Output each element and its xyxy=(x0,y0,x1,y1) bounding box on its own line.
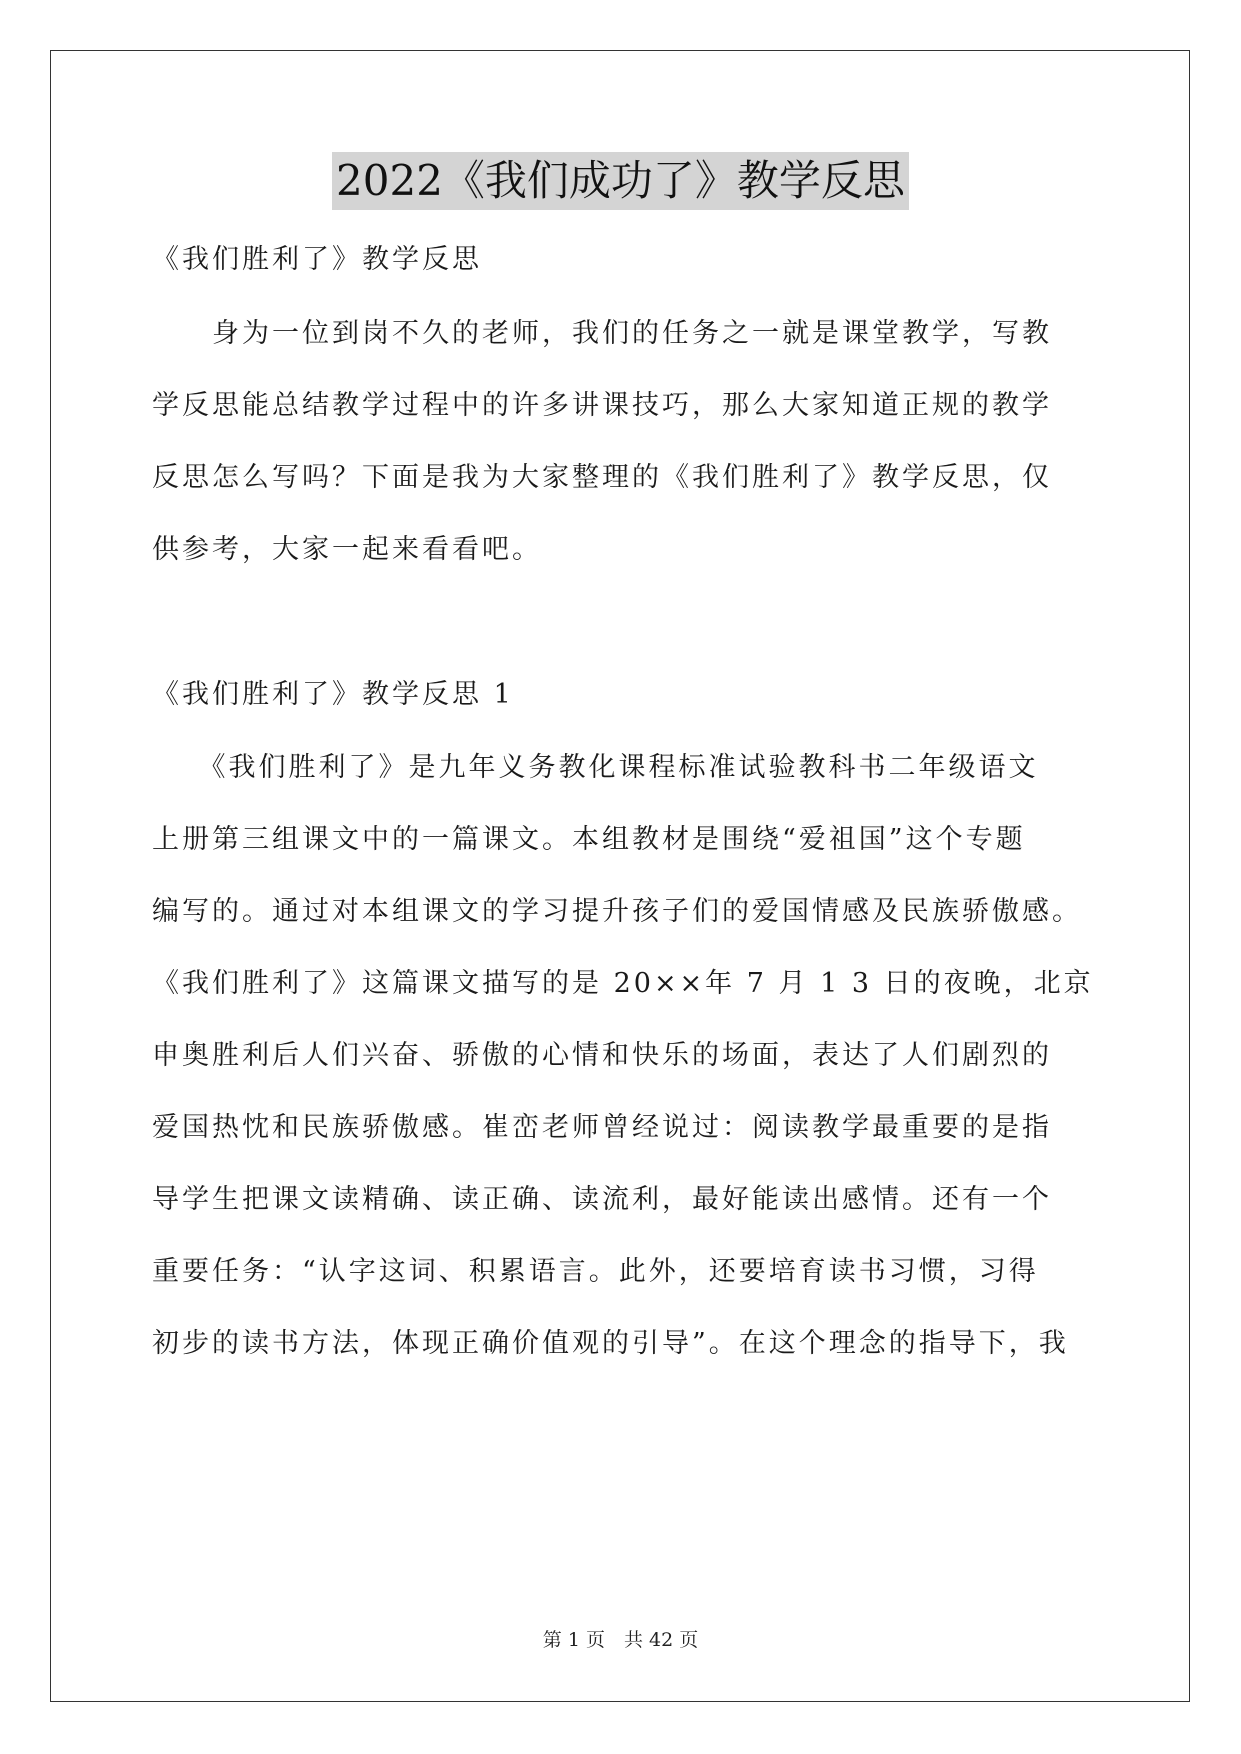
section-heading: 《我们胜利了》教学反思 1 xyxy=(152,679,514,710)
paragraph-line: 申奥胜利后人们兴奋、骄傲的心情和快乐的场面，表达了人们剧烈的 xyxy=(152,1040,1052,1071)
section-heading: 《我们胜利了》教学反思 xyxy=(152,244,482,275)
paragraph-line: 编写的。通过对本组课文的学习提升孩子们的爱国情感及民族骄傲感。 xyxy=(152,896,1082,927)
paragraph-line: 学反思能总结教学过程中的许多讲课技巧，那么大家知道正规的教学 xyxy=(152,390,1052,421)
paragraph-line: 爱国热忱和民族骄傲感。崔峦老师曾经说过：阅读教学最重要的是指 xyxy=(152,1112,1052,1143)
paragraph-line: 供参考，大家一起来看看吧。 xyxy=(152,534,542,565)
document-title: 2022《我们成功了》教学反思 xyxy=(332,152,909,210)
paragraph-line: 反思怎么写吗？下面是我为大家整理的《我们胜利了》教学反思，仅 xyxy=(152,462,1052,493)
paragraph-line: 初步的读书方法，体现正确价值观的引导”。在这个理念的指导下，我 xyxy=(152,1328,1069,1359)
paragraph-line: 身为一位到岗不久的老师，我们的任务之一就是课堂教学，写教 xyxy=(152,318,1052,349)
title-container xyxy=(0,152,1241,210)
page-number-footer: 第 1 页 共 42 页 xyxy=(542,1629,699,1651)
paragraph-line: 上册第三组课文中的一篇课文。本组教材是围绕“爱祖国”这个专题 xyxy=(152,824,1026,855)
paragraph-line: 重要任务：“认字这词、积累语言。此外，还要培育读书习惯，习得 xyxy=(152,1256,1039,1287)
paragraph-line: 《我们胜利了》这篇课文描写的是 20××年 7 月 1 3 日的夜晚，北京 xyxy=(152,968,1094,999)
paragraph-line: 导学生把课文读精确、读正确、读流利，最好能读出感情。还有一个 xyxy=(152,1184,1052,1215)
page-border xyxy=(50,50,1190,1702)
paragraph-line: 《我们胜利了》是九年义务教化课程标准试验教科书二年级语文 xyxy=(152,752,1039,783)
